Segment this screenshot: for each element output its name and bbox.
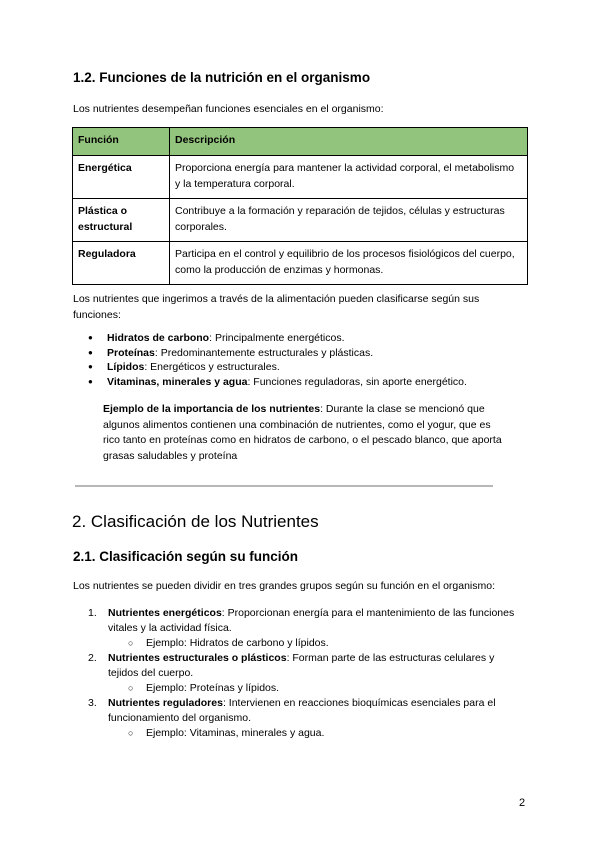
list-item — [88, 696, 520, 741]
list-item-term: Nutrientes estructurales o plásticos — [108, 652, 287, 664]
page-number: 2 — [519, 797, 526, 809]
table-row — [73, 199, 528, 242]
section-2-1-title: 2.1. Clasificación según su función — [73, 549, 299, 564]
list-item-term: Hidratos de carbono — [107, 332, 210, 344]
list-item — [88, 651, 520, 696]
table-cell-funcion: Reguladora — [73, 242, 170, 285]
section-divider — [75, 485, 493, 487]
list-item-term: Nutrientes reguladores — [108, 697, 223, 709]
table-cell-descripcion: Contribuye a la formación y reparación de tejidos, células y estructuras corporales. — [170, 199, 528, 242]
table-header-descripcion: Descripción — [170, 128, 528, 156]
list-item-term: Proteínas — [107, 346, 155, 359]
list-item-text: : Predominantemente estructurales y plásticas. — [154, 346, 374, 359]
list-item-number: 1. — [88, 607, 97, 619]
section-1-2-intro: Los nutrientes desempeñan funciones esenciales en el organismo: — [73, 103, 384, 115]
table-cell-descripcion: Proporciona energía para mantener la actividad corporal, el metabolismo y la temperatura corporal. — [170, 156, 528, 199]
list-item-term: Vitaminas, minerales y agua — [107, 375, 248, 388]
functions-table — [72, 127, 528, 285]
list-item-text: : Principalmente energéticos. — [209, 332, 345, 344]
list-item-text: : Energéticos y estructurales. — [144, 361, 280, 373]
list-item-text: : Intervienen en reacciones bioquímicas esenciales para el funcionamiento del organismo. — [108, 697, 496, 724]
list-item — [88, 346, 467, 361]
list-item-text: : Funciones reguladoras, sin aporte energético. — [247, 375, 467, 388]
list-item-example: ○ Ejemplo: Hidratos de carbono y lípidos. — [128, 636, 520, 651]
list-item — [88, 360, 467, 375]
classification-intro: Los nutrientes que ingerimos a través de la alimentación pueden clasificarse según sus funciones: — [73, 293, 480, 321]
section-1-2-title: 1.2. Funciones de la nutrición en el organismo — [73, 70, 371, 85]
list-item-example: ○ Ejemplo: Proteínas y lípidos. — [128, 681, 520, 696]
list-item-number: 3. — [88, 697, 97, 709]
example-term: Ejemplo de la importancia de los nutrientes — [103, 403, 321, 415]
nutrient-group-list — [88, 606, 520, 741]
section-2-title: 2. Clasificación de los Nutrientes — [72, 512, 319, 531]
list-item-number: 2. — [88, 652, 97, 664]
list-item — [88, 331, 467, 346]
section-2-1-intro: Los nutrientes se pueden dividir en tres grandes grupos según su función en el organismo: — [73, 580, 496, 592]
table-cell-funcion: Energética — [73, 156, 170, 199]
example-text: : Durante la clase se mencionó que algunos alimentos contienen una combinación de nutrientes, como el yogur, que es rico tanto en proteínas como en hidratos de carbono, o el pescado blanco, que aporta grasas saludables y proteína — [103, 403, 502, 462]
table-header-row — [73, 128, 528, 156]
list-item-term: Lípidos — [107, 361, 145, 373]
table-row — [73, 156, 528, 199]
list-item-text: : Proporcionan energía para el mantenimiento de las funciones vitales y la actividad física. — [108, 607, 515, 634]
list-item-term: Nutrientes energéticos — [108, 607, 222, 619]
table-cell-funcion: Plástica o estructural — [73, 199, 170, 242]
table-cell-descripcion: Participa en el control y equilibrio de los procesos fisiológicos del cuerpo, como la producción de enzimas y hormonas. — [170, 242, 528, 285]
table-row — [73, 242, 528, 285]
list-item — [88, 606, 520, 651]
table-header-funcion: Función — [73, 128, 170, 156]
list-item-example: ○ Ejemplo: Vitaminas, minerales y agua. — [128, 726, 520, 741]
list-item — [88, 375, 467, 390]
example-paragraph — [103, 402, 503, 464]
nutrient-bullet-list — [88, 331, 467, 389]
list-item-text: : Forman parte de las estructuras celulares y tejidos del cuerpo. — [108, 652, 495, 679]
